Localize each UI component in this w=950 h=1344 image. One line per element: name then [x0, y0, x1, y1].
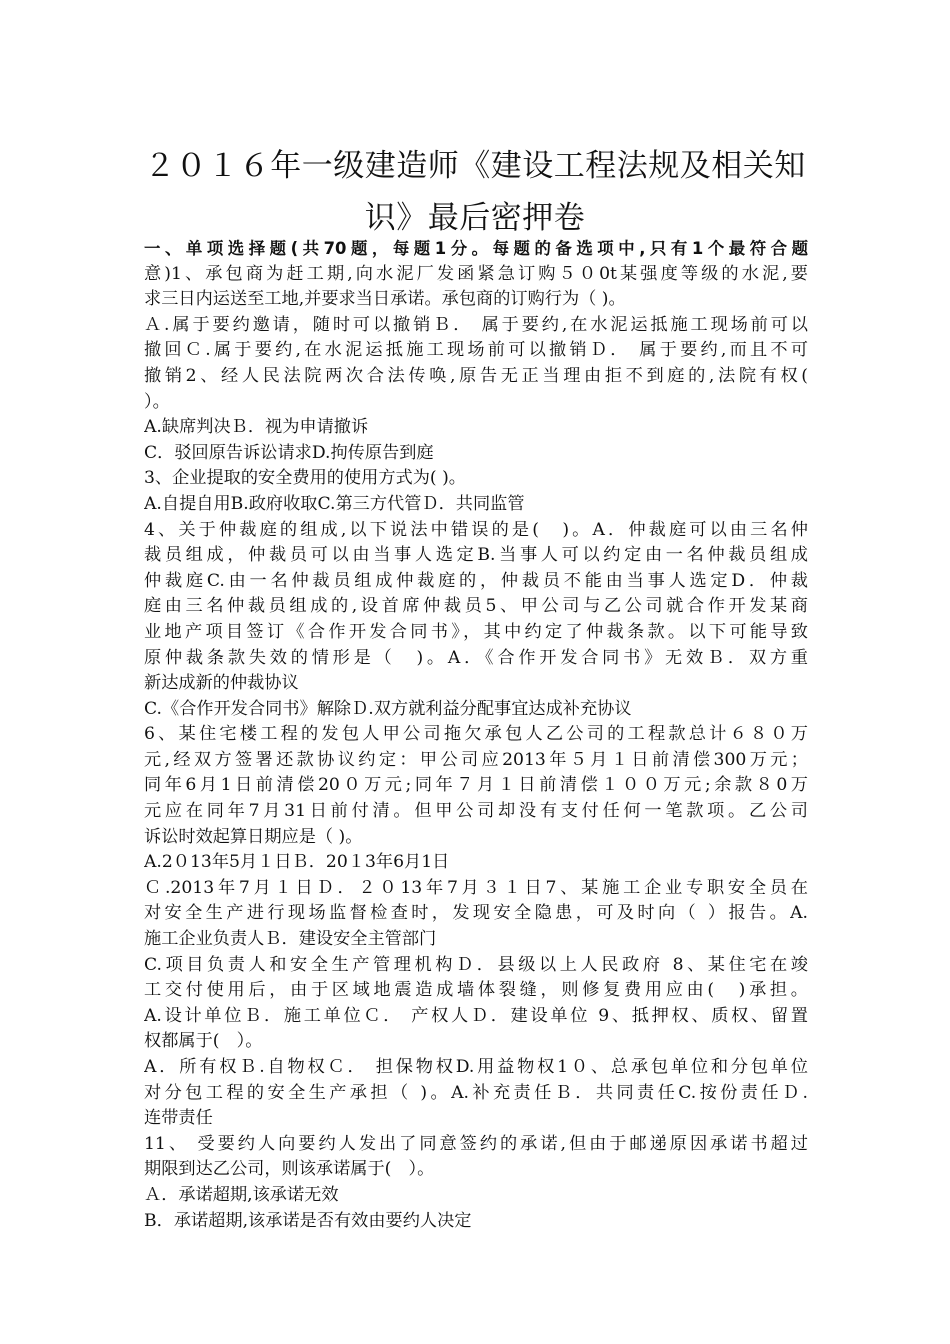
text-line: 求三日内运送至工地,并要求当日承诺。承包商的订购行为（ )。 — [144, 289, 626, 310]
text-line: 撤回Ｃ.属于要约,在水泥运抵施工现场前可以撤销Ｄ． 属于要约,而且不可 — [144, 340, 808, 361]
text-line: A．所有权Ｂ.自物权Ｃ． 担保物权D.用益物权1０、总承包单位和分包单位 — [144, 1057, 808, 1077]
title-line-1: ２０１６年一级建造师《建设工程法规及相关知 — [144, 148, 806, 184]
text-line: 裁员组成，仲裁员可以由当事人选定B.当事人可以约定由一名仲裁员组成 — [144, 545, 808, 566]
text-line: 6、某住宅楼工程的发包人甲公司拖欠承包人乙公司的工程款总计６８０万 — [144, 724, 808, 745]
text-line: A.缺席判决Ｂ．视为申请撤诉 — [144, 417, 369, 438]
text-line: C.《合作开发合同书》解除Ｄ.双方就利益分配事宜达成补充协议 — [144, 698, 632, 719]
text-line: A.设计单位Ｂ．施工单位Ｃ． 产权人Ｄ．建设单位 9、抵押权、质权、留置 — [144, 1005, 808, 1026]
section-heading-line: 一、单项选择题(共70题，每题1分。每题的备选项中,只有1个最符合题 — [144, 239, 808, 258]
text-line: 期限到达乙公司，则该承诺属于( ）。 — [144, 1159, 435, 1180]
text-line: A.自提自用B.政府收取C.第三方代管Ｄ．共同监管 — [144, 493, 525, 514]
text-line: 业地产项目签订《合作开发合同书》，其中约定了仲裁条款。以下可能导致 — [144, 621, 808, 642]
text-line: 连带责任 — [144, 1108, 213, 1129]
text-line: A.2０13年5月１日Ｂ．20１3年6月1日 — [144, 852, 450, 873]
text-line: 原仲裁条款失效的情形是（ )。A．《合作开发合同书》无效Ｂ．双方重 — [144, 647, 808, 668]
text-line: 对安全生产进行现场监督检查时，发现安全隐患，可及时向（ ）报告。A. — [144, 903, 808, 924]
text-line: ）。 — [144, 391, 170, 412]
text-line: 诉讼时效起算日期应是（ )。 — [144, 826, 363, 847]
document-title — [120, 140, 830, 244]
text-line: 庭由三名仲裁员组成的,设首席仲裁员5、甲公司与乙公司就合作开发某商 — [144, 596, 808, 617]
text-line: 施工企业负责人Ｂ．建设安全主管部门 — [144, 929, 437, 950]
text-line: 元,经双方签署还款协议约定：甲公司应2013年５月１日前清偿300万元； — [144, 749, 808, 770]
text-line: Ｃ.2013年7月１日Ｄ．２０13年7月３１日7、某施工企业专职安全员在 — [144, 877, 808, 898]
document-body — [144, 236, 808, 1234]
text-line: 意)1、承包商为赶工期,向水泥厂发函紧急订购５０0t某强度等级的水泥,要 — [144, 263, 808, 284]
text-line: 新达成新的仲裁协议 — [144, 673, 299, 694]
text-line: 同年6月1日前清偿20０万元;同年７月１日前清偿１００万元;余款８0万 — [144, 775, 808, 796]
text-line: C．驳回原告诉讼请求D.拘传原告到庭 — [144, 442, 434, 463]
text-line: Ａ．承诺超期,该承诺无效 — [144, 1184, 339, 1205]
text-line: 4、关于仲裁庭的组成,以下说法中错误的是( )。A．仲裁庭可以由三名仲 — [144, 519, 808, 540]
text-line: 元应在同年7月31日前付清。但甲公司却没有支付任何一笔款项。乙公司 — [144, 801, 808, 822]
text-line: 撤销2、经人民法院两次合法传唤,原告无正当理由拒不到庭的,法院有权( — [144, 365, 808, 386]
text-line: 仲裁庭C.由一名仲裁员组成仲裁庭的，仲裁员不能由当事人选定D．仲裁 — [144, 570, 808, 591]
text-line: 权都属于( ）。 — [144, 1031, 263, 1052]
text-line: 对分包工程的安全生产承担（ )。A.补充责任Ｂ．共同责任C.按份责任Ｄ. — [144, 1082, 808, 1103]
text-line: Ａ.属于要约邀请，随时可以撤销Ｂ． 属于要约,在水泥运抵施工现场前可以 — [144, 314, 808, 335]
text-line: 工交付使用后，由于区域地震造成墙体裂缝，则修复费用应由( )承担。 — [144, 980, 808, 1001]
text-line: B．承诺超期,该承诺是否有效由要约人决定 — [144, 1210, 472, 1231]
title-line-2: 识》最后密押卷 — [364, 200, 586, 236]
text-line: 3、企业提取的安全费用的使用方式为( )。 — [144, 468, 466, 489]
text-line: 11、 受要约人向要约人发出了同意签约的承诺,但由于邮递原因承诺书超过 — [144, 1133, 808, 1154]
text-line: C.项目负责人和安全生产管理机构Ｄ．县级以上人民政府 8、某住宅在竣 — [144, 954, 808, 975]
